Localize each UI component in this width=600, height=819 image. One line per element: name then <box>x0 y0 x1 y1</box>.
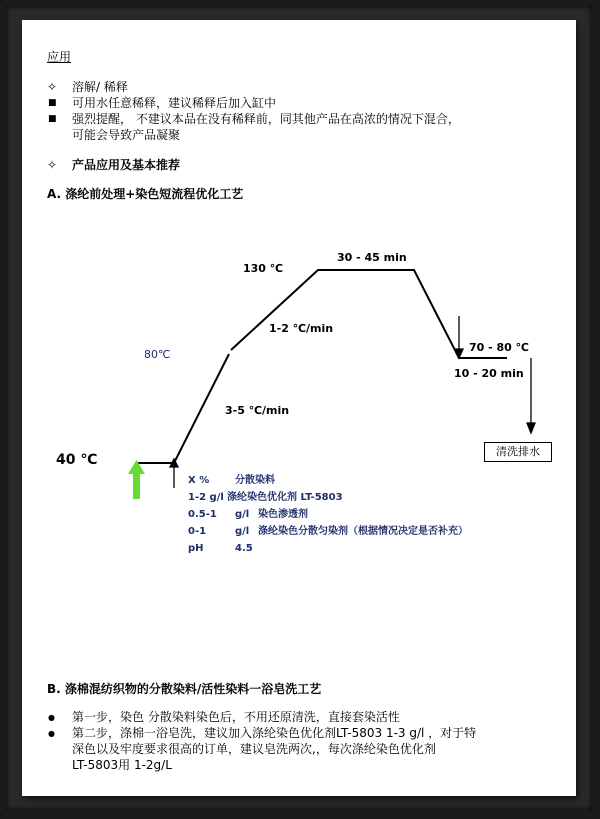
temp-start-label: 40 ℃ <box>56 452 98 468</box>
part-b-heading: B. 涤棉混纺织物的分散染料/活性染料一浴皂洗工艺 <box>47 682 322 696</box>
round-bullet-icon: ● <box>48 729 55 738</box>
round-bullet-icon: ● <box>48 713 55 722</box>
recipe-row-1-name: 分散染料 <box>235 475 275 486</box>
product-heading: 产品应用及基本推荐 <box>72 158 181 172</box>
part-a-heading: A. 涤纶前处理+染色短流程优化工艺 <box>47 187 244 201</box>
recipe-row-1-amount: X % <box>188 475 210 486</box>
recipe-row-4-unit: g/l <box>235 526 250 537</box>
drain-box: 清洗排水 <box>484 442 552 462</box>
square-bullet-icon: ■ <box>48 98 57 108</box>
part-b-step-2: 第二步，涤棉一浴皂洗，建议加入涤纶染色优化剂LT-5803 1-3 g/l ，对于特 <box>72 726 477 740</box>
rate-upper-label: 1-2 ℃/min <box>269 322 334 335</box>
cool-time-label: 10 - 20 min <box>454 367 524 380</box>
hold-time-label: 30 - 45 min <box>337 251 407 264</box>
diamond-bullet-icon: ✧ <box>47 158 58 172</box>
recipe-row-5-unit: 4.5 <box>235 543 253 554</box>
rate-lower-label: 3-5 ℃/min <box>225 404 290 417</box>
part-b-step-1: 第一步，染色 分散染料染色后，不用还原清洗，直接套染活性 <box>72 710 400 724</box>
part-b-step-2-cont-1: 深色以及牢度要求很高的订单，建议皂洗两次,，每次涤纶染色优化剂 <box>72 742 436 756</box>
square-bullet-icon: ■ <box>48 114 57 124</box>
drain-arrow-head <box>527 423 535 433</box>
recipe-row-5-amount: pH <box>188 543 204 554</box>
dissolve-bullet-1: 可用水任意稀释，建议稀释后加入缸中 <box>72 96 277 110</box>
dissolve-bullet-2-cont: 可能会导致产品凝聚 <box>72 128 181 142</box>
temp-top-label: 130 ℃ <box>243 262 284 275</box>
section-title: 应用 <box>47 50 72 64</box>
recipe-row-2-amount: 1-2 g/l <box>188 492 224 503</box>
recipe-row-4-name: 涤纶染色分散匀染剂（根据情况决定是否补充） <box>258 526 468 537</box>
part-b-step-2-cont-2: LT-5803用 1-2g/L <box>72 758 172 772</box>
recipe-row-3-unit: g/l <box>235 509 250 520</box>
cool-temp-label: 70 - 80 ℃ <box>469 341 529 354</box>
dissolve-heading: 溶解/ 稀释 <box>72 80 128 94</box>
curve-heat-upper-hold-cool <box>231 270 507 358</box>
diamond-bullet-icon: ✧ <box>47 80 58 94</box>
green-start-arrow-icon <box>128 460 145 499</box>
recipe-row-3-amount: 0.5-1 <box>188 509 217 520</box>
process-curve-diagram <box>22 20 576 796</box>
dissolve-bullet-2: 强烈提醒， 不建议本品在没有稀释前，同其他产品在高浓的情况下混合， <box>72 112 460 126</box>
recipe-row-4-amount: 0-1 <box>188 526 207 537</box>
curve-heat-lower <box>135 354 229 463</box>
temp-mid-label: 80℃ <box>144 348 171 361</box>
recipe-row-2-name: 涤纶染色优化剂 LT-5803 <box>227 492 343 503</box>
document-page <box>22 20 576 796</box>
recipe-row-3-name: 染色渗透剂 <box>258 509 308 520</box>
